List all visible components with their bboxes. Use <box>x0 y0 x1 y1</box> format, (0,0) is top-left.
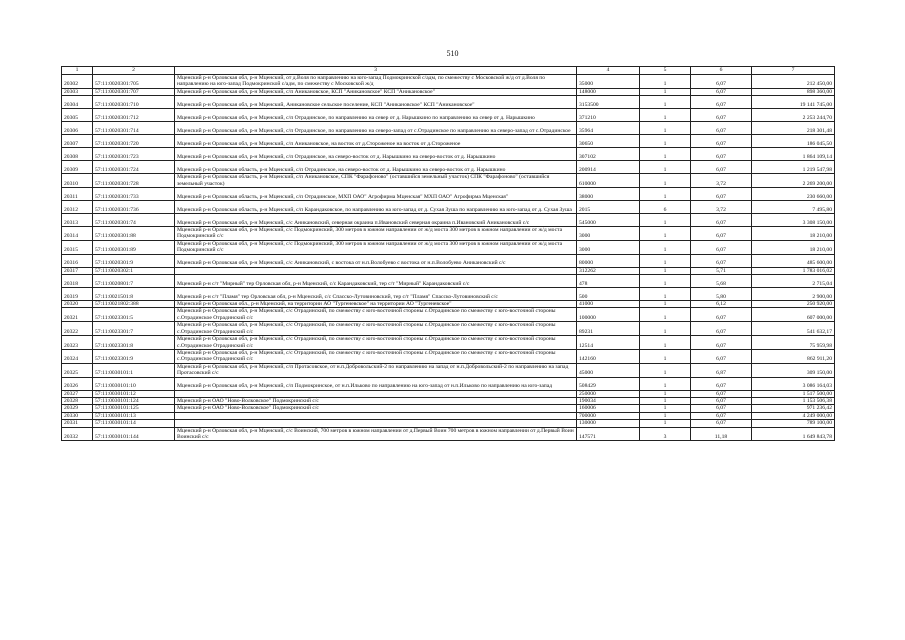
cadastral-number: 57:11:0020301:712 <box>93 109 175 122</box>
cadastral-value: 75 959,98 <box>752 336 835 350</box>
location-description: Мценский р-н Орловская обл, р-н Мценский, с/с Отрадинский, по смежеству с юго-восточной стороны с.Отрадинское по смежеству с юго-восточной стороны с.Отрадинское Отрадинский с/с <box>175 322 577 336</box>
category-code: 1 <box>640 88 691 95</box>
location-description: Мценский р-н Орловская обл, р-н Мценский, с/п Подмокринское, от н.п.Ильково по направлению на юго-запад от н.п.Ильково по направлению на юго-запад <box>175 377 577 390</box>
table-row <box>62 322 835 336</box>
category-code: 1 <box>640 405 691 412</box>
area-value: 35964 <box>577 122 640 135</box>
cadastral-value: 898 360,00 <box>752 88 835 95</box>
area-value: 200914 <box>577 161 640 174</box>
table-row <box>62 240 835 254</box>
cadastral-value: 3 308 150,00 <box>752 214 835 227</box>
area-value: 3000 <box>577 227 640 241</box>
cadastral-value: 186 045,50 <box>752 135 835 148</box>
rate-value: 6,07 <box>691 397 752 404</box>
row-number: 20329 <box>62 405 93 412</box>
column-header: 5 <box>640 67 691 75</box>
table-row <box>62 390 835 397</box>
area-value: 35000 <box>577 75 640 89</box>
location-description: Мценский р-н Орловская обл, р-н Мценский, с/п Аникановское, КСП "Аникановское" КСП "Аникановское" <box>175 88 577 95</box>
cadastral-number: 57:11:0020301:714 <box>93 122 175 135</box>
row-number: 20321 <box>62 308 93 322</box>
location-description: Мценский р-н с/т "Пламя" тер Орловская обл, р-н Мценский, с/с Спасско-Лутовиновский, тер с/т "Пламя" Спасско-Лутовиновский с/с <box>175 288 577 301</box>
row-number: 20317 <box>62 267 93 274</box>
location-description: Мценский р-н Орловская область, р-н Мценский, с/п Аникановское, СПК "Фарафоново" (оставшийся земельный участок) СПК "Фарафоново" (оставшийся земельный участок) <box>175 174 577 188</box>
cadastral-value: 212 450,00 <box>752 75 835 89</box>
rate-value: 6,07 <box>691 214 752 227</box>
cadastral-value: 2 269 200,00 <box>752 174 835 188</box>
category-code: 1 <box>640 96 691 109</box>
row-number: 20320 <box>62 301 93 308</box>
area-value: 190034 <box>577 397 640 404</box>
cadastral-value: 2 253 244,70 <box>752 109 835 122</box>
land-register-table <box>61 66 835 441</box>
table-row <box>62 420 835 427</box>
cadastral-value: 7 495,80 <box>752 201 835 214</box>
area-value: 148000 <box>577 88 640 95</box>
category-code: 1 <box>640 240 691 254</box>
cadastral-value: 250 920,00 <box>752 301 835 308</box>
area-value: 45000 <box>577 363 640 377</box>
area-value: 307102 <box>577 148 640 161</box>
cadastral-number: 57:11:0020301:88 <box>93 227 175 241</box>
area-value: 12514 <box>577 336 640 350</box>
location-description: Мценский р-н Орловская обл, р-н Мценский, с/с Отрадинский, по смежеству с юго-восточной стороны с.Отрадинское по смежеству с юго-восточной стороны с.Отрадинское Отрадинский с/с <box>175 308 577 322</box>
cadastral-value: 789 100,00 <box>752 420 835 427</box>
cadastral-value: 18 210,00 <box>752 227 835 241</box>
row-number: 20327 <box>62 390 93 397</box>
rate-value: 6,07 <box>691 109 752 122</box>
cadastral-value: 2 715,04 <box>752 275 835 288</box>
location-description: Мценский р-н Орловская обл, р-н Мценский, с/с Подмокринский, 300 метров в южном направлении от ж/д моста 300 метров в южном направлении от ж/д моста Подмокринский с/с <box>175 227 577 241</box>
category-code: 3 <box>640 427 691 441</box>
table-row <box>62 377 835 390</box>
cadastral-value: 971 236,42 <box>752 405 835 412</box>
rate-value: 6,07 <box>691 88 752 95</box>
category-code: 1 <box>640 148 691 161</box>
cadastral-number: 57:11:0023301:7 <box>93 322 175 336</box>
location-description: Мценский р-н ОАО "Ново-Волковское" Подмокринский с/с <box>175 397 577 404</box>
category-code: 1 <box>640 188 691 201</box>
rate-value: 6,07 <box>691 322 752 336</box>
rate-value: 6,07 <box>691 75 752 89</box>
cadastral-number: 57:11:0020301:724 <box>93 161 175 174</box>
category-code: 1 <box>640 397 691 404</box>
rate-value: 6,07 <box>691 336 752 350</box>
row-number: 20314 <box>62 227 93 241</box>
category-code: 1 <box>640 420 691 427</box>
row-number: 20312 <box>62 201 93 214</box>
rate-value: 6,07 <box>691 420 752 427</box>
table-body <box>62 67 835 441</box>
rate-value: 6,07 <box>691 254 752 267</box>
rate-value: 3,72 <box>691 201 752 214</box>
cadastral-number: 57:11:0021802:388 <box>93 301 175 308</box>
table-row <box>62 427 835 441</box>
category-code: 1 <box>640 227 691 241</box>
area-value: 545000 <box>577 214 640 227</box>
table-row <box>62 201 835 214</box>
location-description: Мценский р-н Орловская обл, р-н Мценский, от д.Воля по направлению на юго-запад Подмокринской с/адм, по смежеству с Московской ж/д от д.Воля по направлению на юго-запад Подмокринской с/адм, по смежеству с Московской ж/д <box>175 75 577 89</box>
table-row <box>62 275 835 288</box>
row-number: 20324 <box>62 349 93 363</box>
cadastral-number: 57:11:0020301:728 <box>93 174 175 188</box>
category-code: 1 <box>640 288 691 301</box>
area-value: 250000 <box>577 390 640 397</box>
cadastral-value: 18 210,00 <box>752 240 835 254</box>
rate-value: 5,68 <box>691 275 752 288</box>
category-code: 1 <box>640 390 691 397</box>
area-value: 3153500 <box>577 96 640 109</box>
row-number: 20309 <box>62 161 93 174</box>
area-value: 160006 <box>577 405 640 412</box>
rate-value: 6,07 <box>691 122 752 135</box>
category-code: 1 <box>640 301 691 308</box>
cadastral-value: 1 517 500,00 <box>752 390 835 397</box>
column-header: 4 <box>577 67 640 75</box>
category-code: 1 <box>640 363 691 377</box>
cadastral-number: 57:11:0030101:12 <box>93 390 175 397</box>
table-row <box>62 363 835 377</box>
table-row <box>62 227 835 241</box>
table-row <box>62 405 835 412</box>
category-code: 1 <box>640 174 691 188</box>
row-number: 20326 <box>62 377 93 390</box>
location-description: Мценский р-н Орловская обл., р-н Мценский, на территории АО "Тургеневское" на территории АО "Тургеневское" <box>175 301 577 308</box>
location-description: Мценский р-н Орловская обл, р-н Мценский, с/с Воинский, 700 метров в южном направлении от д.Первый Воин 700 метров в южном направлении от д.Первый Воин Воинский с/с <box>175 427 577 441</box>
rate-value: 6,07 <box>691 161 752 174</box>
rate-value: 11,18 <box>691 427 752 441</box>
area-value: 700000 <box>577 412 640 419</box>
category-code: 1 <box>640 161 691 174</box>
cadastral-value: 1 864 109,14 <box>752 148 835 161</box>
rate-value: 6,07 <box>691 240 752 254</box>
table-row <box>62 336 835 350</box>
table-row <box>62 174 835 188</box>
row-number: 20302 <box>62 75 93 89</box>
area-value: 38000 <box>577 188 640 201</box>
category-code: 1 <box>640 214 691 227</box>
table-row <box>62 412 835 419</box>
category-code: 1 <box>640 412 691 419</box>
cadastral-number: 57:11:0020301:720 <box>93 135 175 148</box>
row-number: 20318 <box>62 275 93 288</box>
cadastral-number: 57:11:0030101:125 <box>93 405 175 412</box>
category-code: 1 <box>640 267 691 274</box>
row-number: 20330 <box>62 412 93 419</box>
category-code: 1 <box>640 109 691 122</box>
table-row <box>62 75 835 89</box>
area-value: 41000 <box>577 301 640 308</box>
cadastral-number: 57:11:0021501:8 <box>93 288 175 301</box>
rate-value: 6,07 <box>691 377 752 390</box>
rate-value: 6,07 <box>691 349 752 363</box>
table-row <box>62 148 835 161</box>
location-description: Мценский р-н Орловская обл, р-н Мценский, с/п Протасовское, от н.п.Добровольский-2 по направлению на запад от н.п.Добровольский-2 по направлению на запад Протасовский с/с <box>175 363 577 377</box>
cadastral-value: 485 600,00 <box>752 254 835 267</box>
cadastral-number: 57:11:0020301:736 <box>93 201 175 214</box>
category-code: 1 <box>640 75 691 89</box>
table-row <box>62 96 835 109</box>
row-number: 20328 <box>62 397 93 404</box>
rate-value: 6,07 <box>691 148 752 161</box>
cadastral-value: 1 219 547,98 <box>752 161 835 174</box>
location-description: Мценский р-н Орловская обл, р-н Мценский, с/п Аникановское, на восток от д.Стороженое на восток от д.Стороженое <box>175 135 577 148</box>
row-number: 20307 <box>62 135 93 148</box>
location-description: Мценский р-н Орловская обл, р-н Мценский, с/с Отрадинский, по смежеству с юго-восточной стороны с.Отрадинское по смежеству с юго-восточной стороны с.Отрадинское Отрадинский с/с <box>175 336 577 350</box>
area-value: 478 <box>577 275 640 288</box>
cadastral-number: 57:11:0023301:5 <box>93 308 175 322</box>
table-row <box>62 288 835 301</box>
area-value: 80000 <box>577 254 640 267</box>
location-description: Мценский р-н Орловская обл, р-н Мценский, с/п Отрадинское, на северо-восток от д. Нарышкино на северо-восток от д. Нарышкино <box>175 148 577 161</box>
table-row <box>62 349 835 363</box>
cadastral-number: 57:11:0030101:144 <box>93 427 175 441</box>
cadastral-number: 57:11:0020301:89 <box>93 240 175 254</box>
table-row <box>62 397 835 404</box>
rate-value: 6,87 <box>691 363 752 377</box>
cadastral-value: 2 900,00 <box>752 288 835 301</box>
row-number: 20315 <box>62 240 93 254</box>
row-number: 20325 <box>62 363 93 377</box>
category-code: 1 <box>640 322 691 336</box>
row-number: 20316 <box>62 254 93 267</box>
table-row <box>62 301 835 308</box>
row-number: 20308 <box>62 148 93 161</box>
rate-value: 6,07 <box>691 188 752 201</box>
cadastral-value: 1 153 506,38 <box>752 397 835 404</box>
cadastral-number: 57:11:0020801:7 <box>93 275 175 288</box>
location-description: Мценский р-н Орловская обл, р-н Мценский, с/с Подмокринский, 300 метров в южном направлении от ж/д моста 300 метров в южном направлении от ж/д моста Подмокринский с/с <box>175 240 577 254</box>
column-header: 7 <box>752 67 835 75</box>
category-code: 1 <box>640 254 691 267</box>
location-description <box>175 390 577 397</box>
rate-value: 6,12 <box>691 301 752 308</box>
location-description: Мценский р-н Орловская область, р-н Мценский, с/п Отрадинское, на северо-восток от д. Нарышкино на северо-восток от д. Нарышкино <box>175 161 577 174</box>
area-value: 3000 <box>577 240 640 254</box>
cadastral-value: 19 141 745,00 <box>752 96 835 109</box>
cadastral-value: 3 086 164,03 <box>752 377 835 390</box>
category-code: 1 <box>640 122 691 135</box>
category-code: 1 <box>640 135 691 148</box>
table-row <box>62 109 835 122</box>
category-code: 6 <box>640 201 691 214</box>
row-number: 20322 <box>62 322 93 336</box>
area-value: 147571 <box>577 427 640 441</box>
cadastral-value: 541 632,17 <box>752 322 835 336</box>
cadastral-number: 57:11:0030101:14 <box>93 420 175 427</box>
page-number: 510 <box>446 49 459 58</box>
cadastral-number: 57:11:0030101:13 <box>93 412 175 419</box>
cadastral-value: 309 150,00 <box>752 363 835 377</box>
row-number: 20310 <box>62 174 93 188</box>
cadastral-value: 1 649 843,78 <box>752 427 835 441</box>
area-value: 30650 <box>577 135 640 148</box>
table-row <box>62 161 835 174</box>
header-row <box>62 67 835 75</box>
cadastral-number: 57:11:0030101:10 <box>93 377 175 390</box>
category-code: 1 <box>640 377 691 390</box>
location-description: Мценский р-н ОАО "Ново-Волковское" Подмокринский с/с <box>175 405 577 412</box>
area-value: 508429 <box>577 377 640 390</box>
area-value: 610000 <box>577 174 640 188</box>
row-number: 20332 <box>62 427 93 441</box>
table-row <box>62 254 835 267</box>
row-number: 20311 <box>62 188 93 201</box>
area-value: 312262 <box>577 267 640 274</box>
table-row <box>62 214 835 227</box>
table-row <box>62 135 835 148</box>
rate-value: 6,07 <box>691 412 752 419</box>
column-header: 3 <box>175 67 577 75</box>
rate-value: 6,07 <box>691 405 752 412</box>
rate-value: 5,71 <box>691 267 752 274</box>
location-description: Мценский р-н с/т "Мирный" тер Орловская обл, р-н Мценский, с/с Карандаковский, тер с/т "Мирный" Карандаковский с/с <box>175 275 577 288</box>
cadastral-number: 57:11:0020302:1 <box>93 267 175 274</box>
location-description: Мценский р-н Орловская обл, р-н Мценский, с/с Аникановский, с востока от н.п.Волобуево с востока от н.п.Волобуево Аникановский с/с <box>175 254 577 267</box>
rate-value: 6,07 <box>691 135 752 148</box>
row-number: 20304 <box>62 96 93 109</box>
cadastral-number: 57:11:0020301:733 <box>93 188 175 201</box>
cadastral-number: 57:11:0023301:9 <box>93 349 175 363</box>
column-header: 1 <box>62 67 93 75</box>
cadastral-number: 57:11:0030101:1 <box>93 363 175 377</box>
cadastral-value: 230 660,00 <box>752 188 835 201</box>
row-number: 20313 <box>62 214 93 227</box>
cadastral-value: 218 301,48 <box>752 122 835 135</box>
rate-value: 6,07 <box>691 308 752 322</box>
cadastral-number: 57:11:0023301:8 <box>93 336 175 350</box>
cadastral-number: 57:11:0030101:124 <box>93 397 175 404</box>
location-description: Мценский р-н Орловская обл, р-н Мценский, с/п Отрадинское, по направлению на север от д. Нарышкино по направлению на север от д. Нарышкино <box>175 109 577 122</box>
location-description: Мценский р-н Орловская обл, р-н Мценский, Аникановское сельское поселение, КСП "Аникановское" КСП "Аникановское" <box>175 96 577 109</box>
cadastral-value: 607 000,00 <box>752 308 835 322</box>
location-description: Мценский р-н Орловская область, р-н Мценский, с/п Отрадинское, МХП ОАО" Агрофирма Мценская" МХП ОАО" Агрофирма Мценская" <box>175 188 577 201</box>
cadastral-number: 57:11:0020301:9 <box>93 254 175 267</box>
area-value: 130000 <box>577 420 640 427</box>
area-value: 371210 <box>577 109 640 122</box>
row-number: 20305 <box>62 109 93 122</box>
location-description: Мценский р-н Орловская обл, р-н Мценский, с/п Отрадинское, по направлению на северо-запад от с.Отрадинское по направлению на северо-запад от с.Отрадинское <box>175 122 577 135</box>
table-row <box>62 308 835 322</box>
area-value: 100000 <box>577 308 640 322</box>
table-row <box>62 88 835 95</box>
location-description: Мценский р-н Орловская обл, р-н Мценский, с/с Отрадинский, по смежеству с юго-восточной стороны с.Отрадинское по смежеству с юго-восточной стороны с.Отрадинское Отрадинский с/с <box>175 349 577 363</box>
cadastral-value: 862 911,20 <box>752 349 835 363</box>
rate-value: 6,07 <box>691 96 752 109</box>
row-number: 20319 <box>62 288 93 301</box>
category-code: 1 <box>640 308 691 322</box>
cadastral-number: 57:11:0020301:707 <box>93 88 175 95</box>
row-number: 20331 <box>62 420 93 427</box>
category-code: 1 <box>640 336 691 350</box>
area-value: 2015 <box>577 201 640 214</box>
table-row <box>62 267 835 274</box>
rate-value: 3,72 <box>691 174 752 188</box>
row-number: 20323 <box>62 336 93 350</box>
cadastral-number: 57:11:0020301:710 <box>93 96 175 109</box>
cadastral-number: 57:11:0020301:723 <box>93 148 175 161</box>
column-header: 6 <box>691 67 752 75</box>
row-number: 20306 <box>62 122 93 135</box>
location-description: Мценский р-н Орловская обл, р-н Мценский, с/с Аникановский, северная окраина п.Ивановский северная окраина п.Ивановский Аникановский с/с <box>175 214 577 227</box>
location-description: Мценский р-н Орловская область, р-н Мценский, с/п Карандаковское, по направлению на юго-запад от д. Сухая Зуша по направлению на юго-запад от д. Сухая Зуша <box>175 201 577 214</box>
cadastral-number: 57:11:0020301:74 <box>93 214 175 227</box>
table-row <box>62 188 835 201</box>
table-row <box>62 122 835 135</box>
area-value: 500 <box>577 288 640 301</box>
column-header: 2 <box>93 67 175 75</box>
cadastral-number: 57:11:0020301:705 <box>93 75 175 89</box>
cadastral-value: 1 783 016,02 <box>752 267 835 274</box>
cadastral-value: 4 249 000,00 <box>752 412 835 419</box>
category-code: 1 <box>640 349 691 363</box>
category-code: 1 <box>640 275 691 288</box>
location-description <box>175 420 577 427</box>
area-value: 89231 <box>577 322 640 336</box>
rate-value: 5,80 <box>691 288 752 301</box>
location-description <box>175 267 577 274</box>
area-value: 142160 <box>577 349 640 363</box>
location-description <box>175 412 577 419</box>
row-number: 20303 <box>62 88 93 95</box>
rate-value: 6,07 <box>691 390 752 397</box>
rate-value: 6,07 <box>691 227 752 241</box>
